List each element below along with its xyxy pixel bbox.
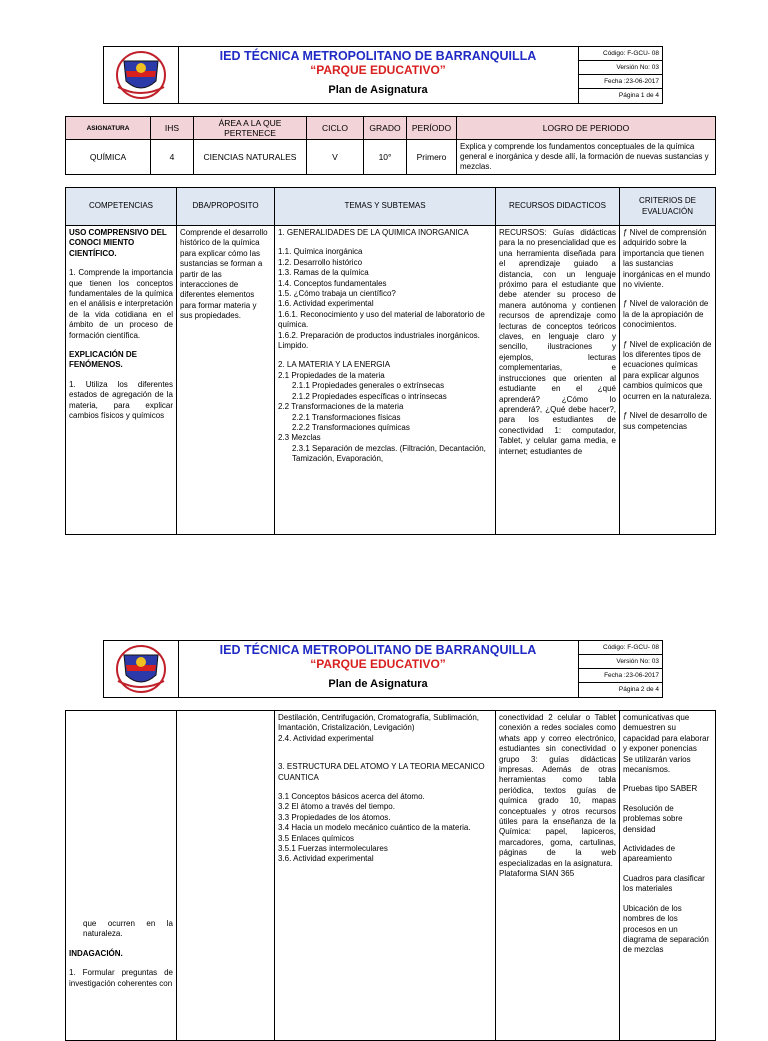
value-ihs: 4 [151, 140, 194, 175]
document-title: Plan de Asignatura [328, 84, 428, 96]
doc-page: Página 2 de 4 [618, 686, 659, 693]
competence-title: EXPLICACIÓN DE FENÓMENOS. [69, 350, 138, 370]
resources-text: conectividad 2 celular o Tablet conexión a redes sociales como whats app y correo electrónico, estudiantes sin conectividad o grupo 3: guías didácticas impresas. Además de otras herramientas como tabla periódica, textos guías de química grado 10, mapas conceptuales y otros recursos útiles para la enseñanza de la Química: papel, lapiceros, marcadores, goma, cartulinas, páginas de la web especializadas en la asignatura. [499, 713, 616, 868]
topic-item: 1.6.2. Preparación de productos industriales inorgánicos. Limpido. [278, 330, 480, 351]
topic-item: 3.5 Enlaces químicos [278, 833, 355, 843]
header-area: ÁREA A LA QUE PERTENECE [194, 117, 307, 140]
criterion-item: ƒ Nivel de comprensión adquirido sobre la importancia que tienen las sustancias inorgánicas en el mundo no viviente. [623, 228, 711, 290]
competence-item: 1. Comprende la importancia que tienen los conceptos fundamentales de la química en el análisis e interpretación de la vida cotidiana en el ámbito de un proceso de formación científica. [69, 268, 173, 340]
criterion-item: Cuadros para clasificar los materiales [623, 873, 705, 894]
topic-item: 2.3 Mezclas [278, 433, 321, 443]
header-grado: GRADO [364, 117, 407, 140]
topic-subitem: 2.3.1 Separación de mezclas. (Filtración, Decantación, Tamización, Evaporación, [292, 443, 486, 464]
school-logo [104, 641, 179, 697]
topic-item: Destilación, Centrifugación, Cromatografía, Sublimación, Imantación, Cristalización, Levigación) [278, 713, 479, 733]
topic-item: 3.5.1 Fuerzas intermoleculares [278, 844, 388, 854]
doc-version: Versión No: 03 [578, 655, 663, 669]
doc-date: Fecha :23-06-2017 [578, 75, 663, 89]
doc-version: Versión No: 03 [578, 61, 663, 75]
temas-cell [275, 711, 496, 1041]
document-title: Plan de Asignatura [328, 678, 428, 690]
header-ihs: IHS [151, 117, 194, 140]
doc-code: Código: F-GCU- 08 [578, 641, 663, 655]
resources-text: RECURSOS: Guías didácticas para la no presencialidad que es una herramienta diseñada para el aprendizaje guiado a distancia, con un lenguaje próximo para el estudiante que debe atender su proceso de manera autónoma y contienen recursos de aprendizaje como lecturas de conceptos teóricos claves, en lenguaje claro y sencillo, ilustraciones y ejemplos, lecturas complementarias, e instrucciones que orienten al estudiante en el ¿qué aprenderá? ¿Cómo lo aprenderá?, ¿Qué debe hacer?, para los estudiantes de conectividad 1: computador, Tablet, y celular gama media, e internet; estudiantes de [499, 228, 616, 456]
col-header-dba: DBA/PROPOSITO [177, 188, 275, 226]
topic-item: 2.2 Transformaciones de la materia [278, 402, 404, 412]
shield-emblem-icon [104, 47, 178, 103]
col-header-recursos: RECURSOS DIDACTICOS [496, 188, 620, 226]
value-logro: Explica y comprende los fundamentos conceptuales de la química general e inorgánica y desde allí, la formación de nuevas sustancias y mezclas. [457, 140, 716, 175]
topic-item: 3.6. Actividad experimental [278, 854, 374, 864]
topic-item: 2.4. Actividad experimental [278, 733, 374, 743]
topic-item: 1.2. Desarrollo histórico [278, 257, 363, 267]
value-periodo: Primero [407, 140, 457, 175]
header-asignatura: ASIGNATURA [66, 117, 151, 140]
criterion-item: ƒ Nivel de explicación de los diferentes tipos de ecuaciones químicas para explicar algunos cambios químicos que ocurren en la naturaleza. [623, 339, 712, 401]
school-motto: “PARQUE EDUCATIVO” [310, 63, 446, 77]
criterion-item: ƒ Nivel de valoración de la de la apropiación de conocimientos. [623, 299, 709, 330]
topic-item: 3.1 Conceptos básicos acerca del átomo. [278, 792, 425, 802]
topic-heading: 1. GENERALIDADES DE LA QUIMICA INORGANICA [278, 228, 469, 237]
page2-header [103, 640, 663, 698]
competence-title: INDAGACIÓN. [69, 948, 123, 958]
subject-table [65, 116, 716, 175]
competence-title: USO COMPRENSIVO DEL CONOCI MIENTO CIENTÍFICO. [69, 228, 167, 258]
competence-item: 1. Formular preguntas de investigación coherentes con [69, 968, 173, 988]
header-logro: LOGRO DE PERIODO [457, 117, 716, 140]
dba-text: Comprende el desarrollo histórico de la química para explicar cómo las sustancias se forman a partir de las interacciones de diferentes elementos para formar materia y sus propiedades. [180, 228, 268, 321]
recursos-cell [496, 711, 620, 1041]
criterion-item: Ubicación de los nombres de los procesos en un diagrama de separación de mezclas [623, 903, 709, 955]
topic-heading: 2. LA MATERIA Y LA ENERGIA [278, 360, 391, 370]
value-ciclo: V [307, 140, 364, 175]
plan-table-page1 [65, 187, 716, 535]
criterion-item: comunicativas que demuestren su capacidad para elaborar y exponer ponencias [623, 713, 710, 754]
plan-table-page2 [65, 710, 716, 1041]
col-header-competencias: COMPETENCIAS [66, 188, 177, 226]
topic-item: 1.1. Química inorgánica [278, 247, 363, 257]
value-area: CIENCIAS NATURALES [194, 140, 307, 175]
topic-item: 3.2 El átomo a través del tiempo. [278, 802, 395, 812]
topic-heading: 3. ESTRUCTURA DEL ATOMO Y LA TEORIA MECANICO CUANTICA [278, 762, 485, 782]
competencias-cell [66, 711, 177, 1041]
dba-cell [177, 711, 275, 1041]
shield-emblem-icon [104, 641, 178, 697]
criterion-item: Se utilizarán varios mecanismos. [623, 754, 691, 775]
topic-item: 1.6.1. Reconocimiento y uso del material de laboratorio de química. [278, 309, 485, 330]
value-grado: 10° [364, 140, 407, 175]
doc-date: Fecha :23-06-2017 [578, 669, 663, 683]
criterion-item: Pruebas tipo SABER [623, 784, 698, 794]
value-asignatura: QUÍMICA [66, 140, 151, 175]
document-control-box [578, 641, 663, 697]
topic-item: 3.4 Hacia un modelo mecánico cuántico de la materia. [278, 823, 471, 833]
col-header-criterios: CRITERIOS DE EVALUACIÓN [620, 188, 716, 226]
criterion-item: Resolución de problemas sobre densidad [623, 803, 683, 834]
dba-cell [177, 226, 275, 535]
header-title-block [178, 47, 579, 103]
criterios-cell [620, 226, 716, 535]
competence-item: 1. Utiliza los diferentes estados de agregación de la materia, para explicar cambios físicos y químicos [69, 379, 173, 421]
topic-item: 1.5. ¿Cómo trabaja un científico? [278, 289, 396, 299]
topic-item: 2.1 Propiedades de la materia [278, 370, 385, 380]
topic-item: 1.3. Ramas de la química [278, 268, 369, 278]
topic-subitem: 2.2.1 Transformaciones físicas [292, 412, 401, 422]
topic-subitem: 2.1.2 Propiedades específicas o intrínsecas [292, 391, 447, 401]
recursos-cell [496, 226, 620, 535]
school-logo [104, 47, 179, 103]
competence-item: que ocurren en la naturaleza. [83, 919, 173, 939]
header-title-block [178, 641, 579, 697]
school-name: IED TÉCNICA METROPOLITANO DE BARRANQUILLA [219, 643, 537, 657]
topic-item: 3.3 Propiedades de los átomos. [278, 812, 391, 822]
temas-cell [275, 226, 496, 535]
topic-item: 1.6. Actividad experimental [278, 299, 374, 309]
topic-subitem: 2.2.2 Transformaciones químicas [292, 422, 410, 432]
doc-code: Código: F-GCU- 08 [578, 47, 663, 61]
resources-platform: Plataforma SIAN 365 [499, 869, 575, 879]
criterion-item: Actividades de apareamiento [623, 844, 676, 864]
page1-header [103, 46, 663, 104]
doc-page: Página 1 de 4 [618, 92, 659, 99]
topic-subitem: 2.1.1 Propiedades generales o extrínsecas [292, 381, 445, 391]
criterion-item: ƒ Nivel de desarrollo de sus competencias [623, 411, 708, 431]
criterios-cell [620, 711, 716, 1041]
header-ciclo: CICLO [307, 117, 364, 140]
header-periodo: PERÍODO [407, 117, 457, 140]
competencias-cell [66, 226, 177, 535]
col-header-temas: TEMAS Y SUBTEMAS [275, 188, 496, 226]
topic-item: 1.4. Conceptos fundamentales [278, 278, 387, 288]
document-control-box [578, 47, 663, 103]
school-motto: “PARQUE EDUCATIVO” [310, 657, 446, 671]
school-name: IED TÉCNICA METROPOLITANO DE BARRANQUILLA [219, 49, 537, 63]
